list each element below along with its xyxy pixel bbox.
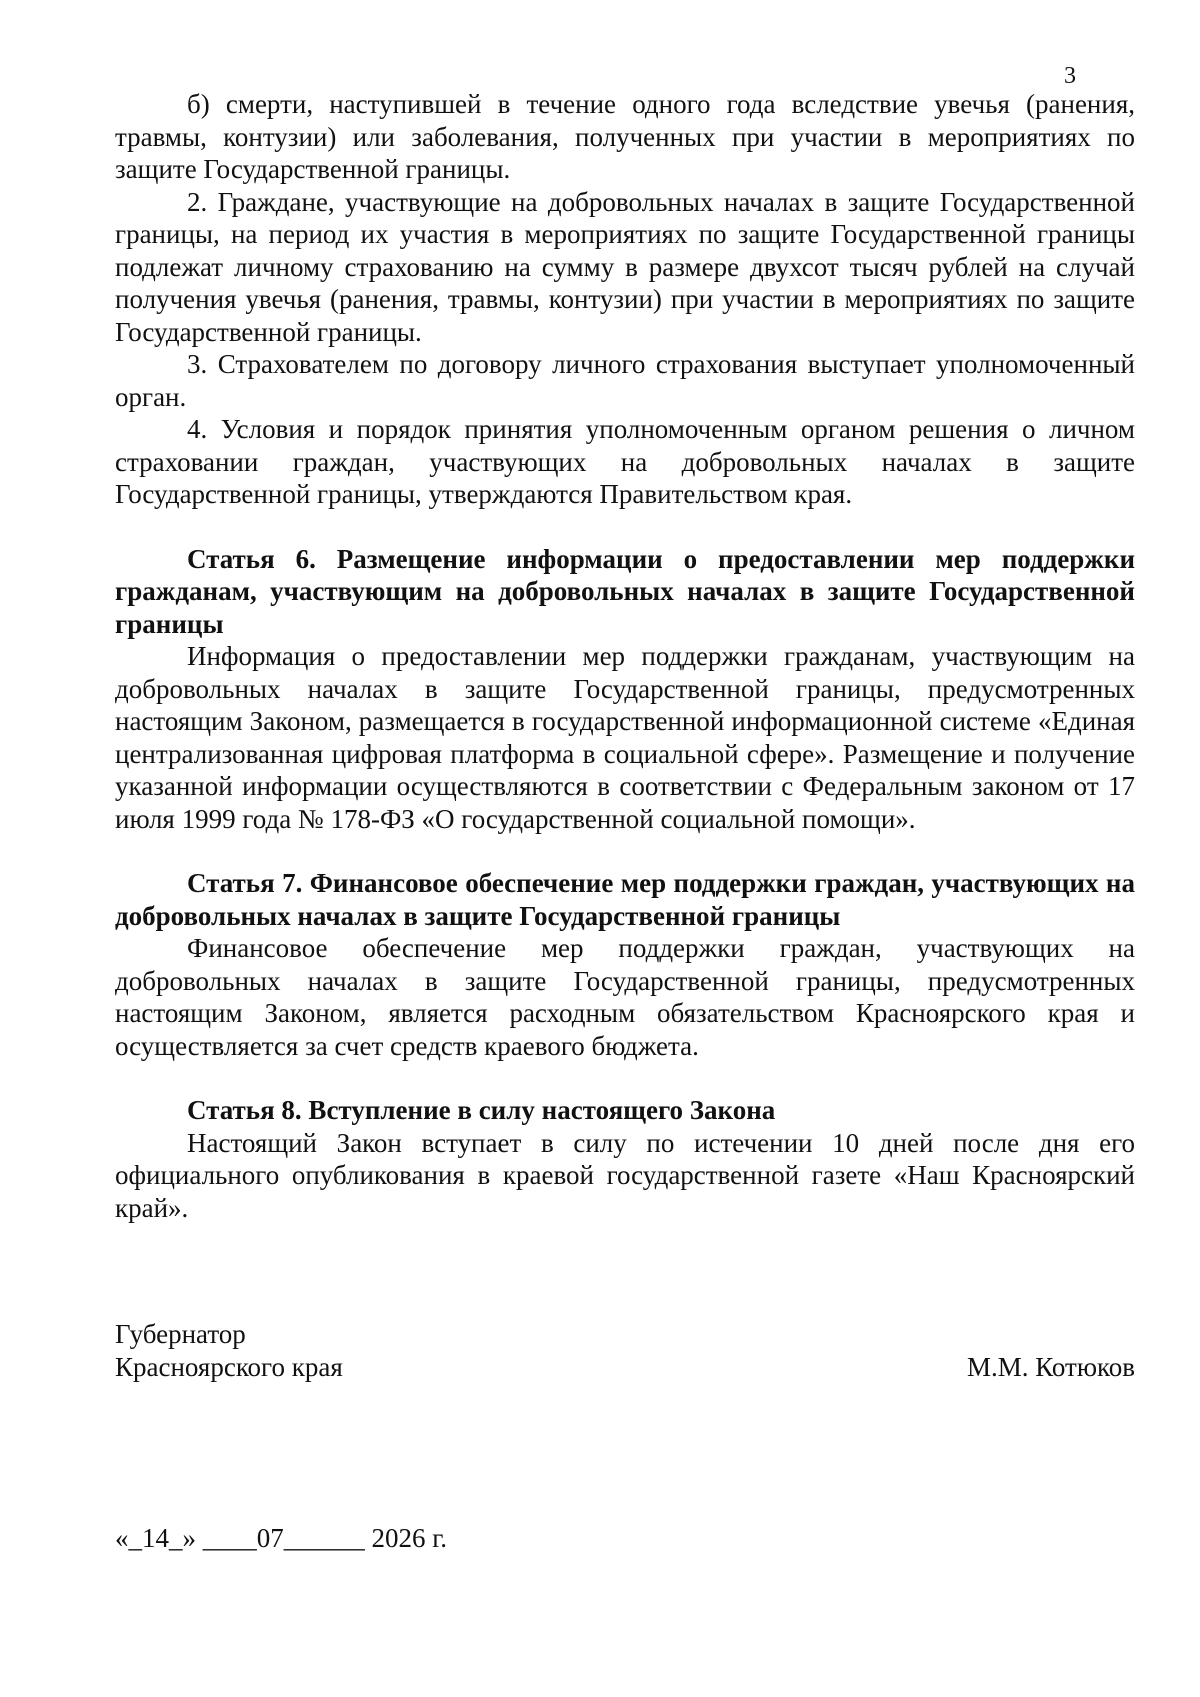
signature-block <box>115 1318 1135 1383</box>
signing-date: «_14_» ____07______ 2026 г. <box>115 1523 448 1553</box>
paragraph-4: 4. Условия и порядок принятия уполномоченным органом решения о личном страховании граждан, участвующих на добровольных началах в защите Государственной границы, утверждаются Правительством края. <box>115 414 1135 509</box>
document-body <box>115 88 1135 1224</box>
signature-title-line-2: Красноярского края <box>115 1351 343 1382</box>
paragraph-3: 3. Страхователем по договору личного страхования выступает уполномоченный орган. <box>115 349 1135 412</box>
article-7-heading: Статья 7. Финансовое обеспечение мер поддержки граждан, участвующих на добровольных началах в защите Государственной границы <box>115 868 1135 931</box>
paragraph-1b: б) смерти, наступившей в течение одного года вследствие увечья (ранения, травмы, контузии) или заболевания, полученных при участии в мероприятиях по защите Государственной границы. <box>115 89 1135 184</box>
article-6-text: Информация о предоставлении мер поддержки гражданам, участвующим на добровольных началах в защите Государственной границы, предусмотренных настоящим Законом, размещается в государственной информационной системе «Единая централизованная цифровая платформа в социальной сфере». Размещение и получение указанной информации осуществляются в соответствии с Федеральным законом от 17 июля 1999 года № 178-ФЗ «О государственной социальной помощи». <box>115 641 1135 834</box>
signature-title-line-1: Губернатор <box>115 1319 246 1349</box>
article-8-heading: Статья 8. Вступление в силу настоящего Закона <box>187 1095 776 1125</box>
article-6-heading: Статья 6. Размещение информации о предоставлении мер поддержки гражданам, участвующим на добровольных началах в защите Государственной границы <box>115 543 1135 639</box>
page-number: 3 <box>1064 63 1076 89</box>
article-7-text: Финансовое обеспечение мер поддержки граждан, участвующих на добровольных началах в защите Государственной границы, предусмотренных настоящим Законом, является расходным обязательством Красноярского края и осуществляется за счет средств краевого бюджета. <box>115 933 1135 1061</box>
article-8-text: Настоящий Закон вступает в силу по истечении 10 дней после дня его официального опубликования в краевой государственной газете «Наш Красноярский край». <box>115 1127 1135 1223</box>
paragraph-2: 2. Граждане, участвующие на добровольных началах в защите Государственной границы, на период их участия в мероприятиях по защите Государственной границы подлежат личному страхованию на сумму в размере двухсот тысяч рублей на случай получения увечья (ранения, травмы, контузии) при участии в мероприятиях по защите Государственной границы. <box>115 186 1135 347</box>
signatory-name: М.М. Котюков <box>966 1351 1135 1382</box>
